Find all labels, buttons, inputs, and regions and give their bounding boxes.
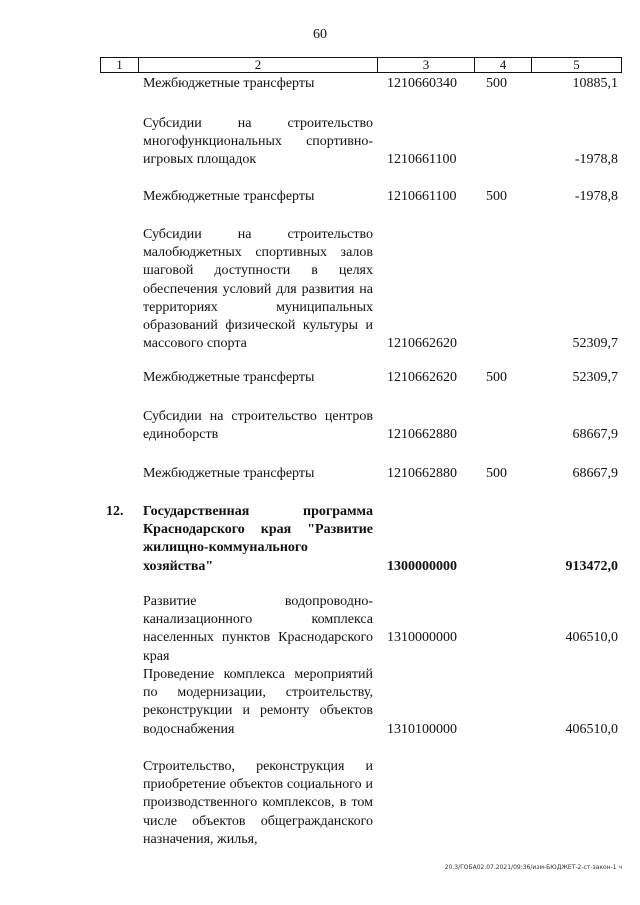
row-name: Государственная программа Краснодарского края "Развитие жилищно-коммунального хозяйства" bbox=[143, 504, 373, 574]
row-name: Межбюджетные трансферты bbox=[143, 189, 315, 204]
header-col-5: 5 bbox=[573, 57, 580, 72]
row-code: 1210661100 bbox=[387, 152, 457, 168]
row-amount: -1978,8 bbox=[574, 152, 618, 168]
header-col-2: 2 bbox=[139, 58, 378, 72]
row-code: 1300000000 bbox=[387, 558, 457, 574]
row-name: Проведение комплекса мероприятий по модернизации, строительству, реконструкции и ремонту объектов водоснабжения bbox=[143, 667, 373, 737]
row-amount: 406510,0 bbox=[565, 630, 618, 646]
row-name: Субсидии на строительство малобюджетных спортивных залов шаговой доступности в целях обеспечения условий для развития на территориях муниципальных образований физической культуры и массового спорта bbox=[143, 227, 373, 352]
row-amount: 68667,9 bbox=[572, 427, 618, 443]
row-vr: 500 bbox=[486, 466, 507, 481]
row-amount: 52309,7 bbox=[572, 336, 618, 352]
row-amount: 68667,9 bbox=[572, 466, 618, 481]
header-col-3: 3 bbox=[378, 58, 475, 72]
row-vr: 500 bbox=[486, 370, 507, 385]
row-name: Субсидии на строительство многофункциональных спортивно-игровых площадок bbox=[143, 116, 373, 168]
row-code: 1210662880 bbox=[387, 427, 457, 443]
row-vr: 500 bbox=[486, 76, 507, 91]
row-code: 1210661100 bbox=[387, 189, 457, 204]
row-code: 1310000000 bbox=[387, 630, 457, 646]
row-vr: 500 bbox=[486, 189, 507, 204]
row-name: Развитие водопроводно-канализационного комплекса населенных пунктов Краснодарского края bbox=[143, 594, 373, 664]
row-number: 12. bbox=[106, 504, 124, 519]
row-amount: 10885,1 bbox=[572, 76, 618, 91]
row-code: 1210660340 bbox=[387, 76, 457, 91]
header-col-4: 4 bbox=[475, 58, 532, 72]
document-footer: 20.3/ГОБА02.07.2021/09:36/изм-БЮДЖЕТ-2-ст-закон-1 ч bbox=[444, 864, 622, 871]
table-header bbox=[100, 57, 622, 73]
row-name: Строительство, реконструкция и приобретение объектов социального и производственного комплексов, в том числе объектов общегражданского назначения, жилья, bbox=[143, 759, 373, 847]
row-name: Субсидии на строительство центров единоборств bbox=[143, 409, 373, 443]
row-code: 1210662620 bbox=[387, 370, 457, 385]
header-col-1: 1 bbox=[101, 58, 139, 72]
row-amount: 913472,0 bbox=[565, 558, 618, 574]
row-amount: -1978,8 bbox=[574, 189, 618, 204]
row-amount: 406510,0 bbox=[565, 721, 618, 737]
page-number: 60 bbox=[313, 27, 327, 42]
row-code: 1310100000 bbox=[387, 721, 457, 737]
row-code: 1210662880 bbox=[387, 466, 457, 481]
row-amount: 52309,7 bbox=[572, 370, 618, 385]
row-name: Межбюджетные трансферты bbox=[143, 466, 315, 481]
row-name: Межбюджетные трансферты bbox=[143, 370, 315, 385]
row-name: Межбюджетные трансферты bbox=[143, 76, 315, 91]
row-code: 1210662620 bbox=[387, 336, 457, 352]
